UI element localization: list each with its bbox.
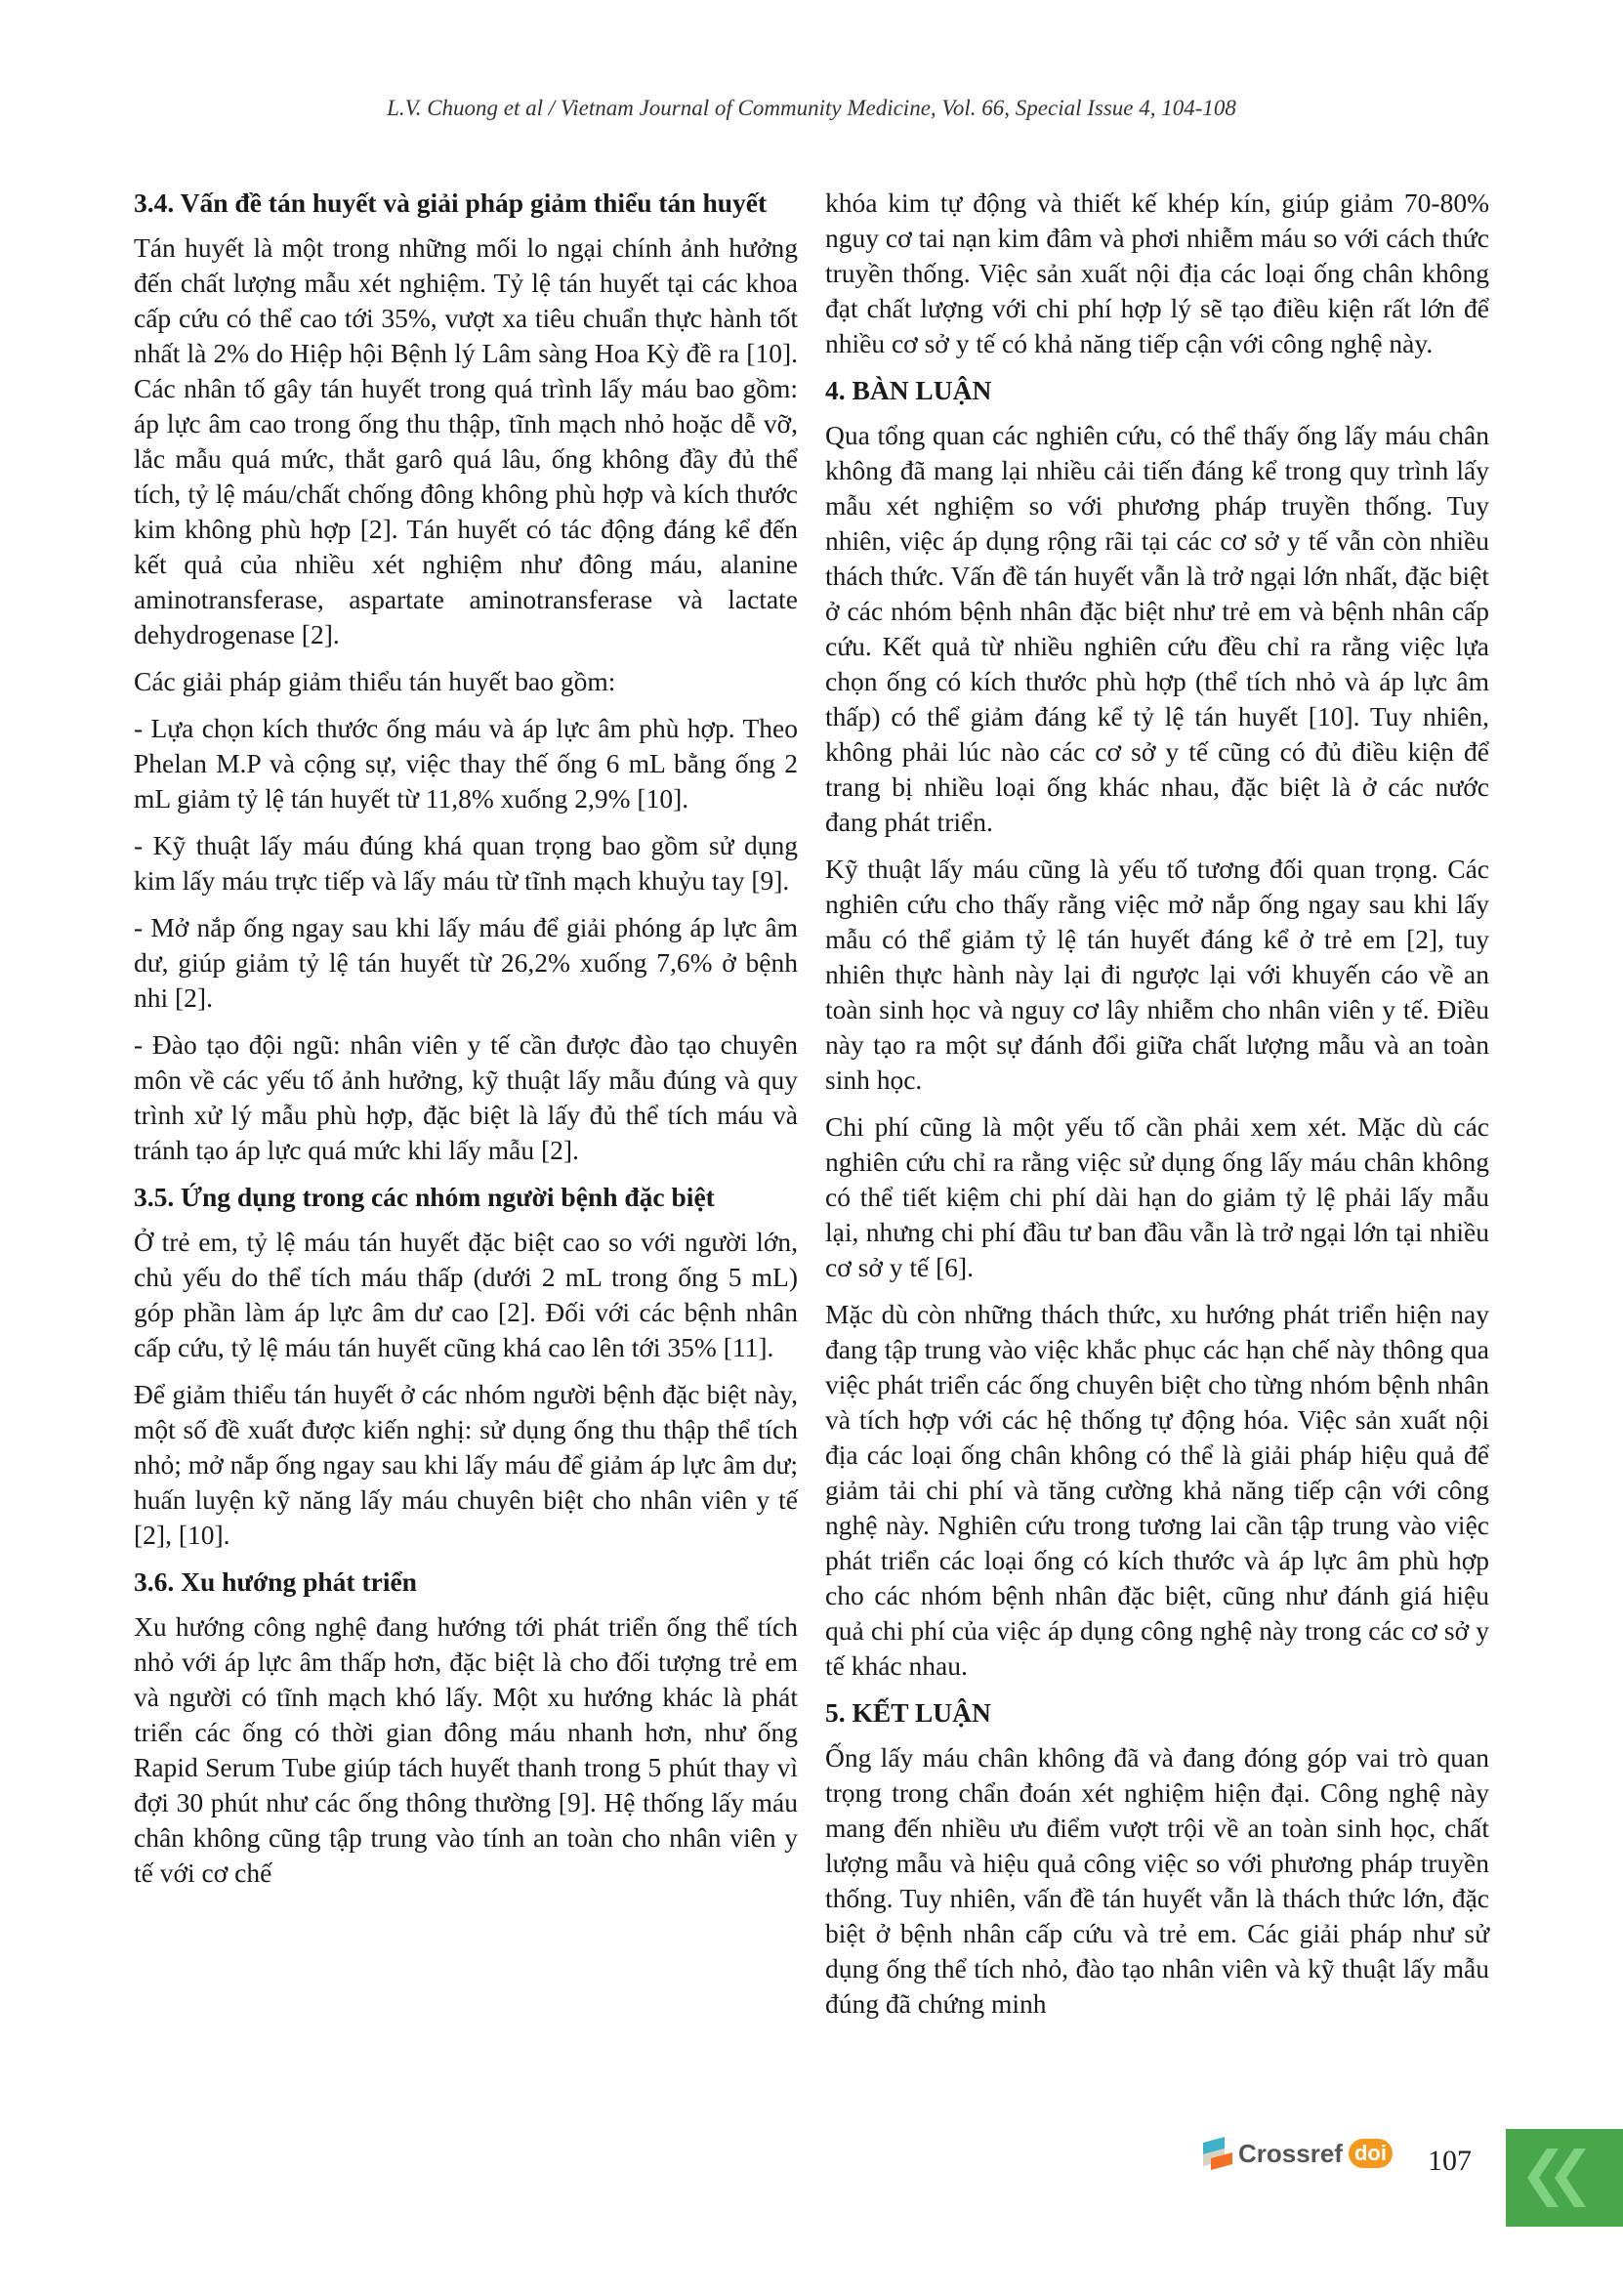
paragraph: - Đào tạo đội ngũ: nhân viên y tế cần được đào tạo chuyên môn về các yếu tố ảnh hưởng, kỹ thuật lấy mẫu đúng và quy trình xử lý mẫu phù hợp, đặc biệt là lấy đủ thể tích máu và tránh tạo áp lực quá mức khi lấy mẫu [2]. <box>134 1029 798 1165</box>
paragraph: Các giải pháp giảm thiểu tán huyết bao gồm: <box>134 666 616 696</box>
paragraph: Qua tổng quan các nghiên cứu, có thể thấy ống lấy máu chân không đã mang lại nhiều cải tiến đáng kể trong quy trình lấy mẫu xét nghiệm so với phương pháp truyền thống. Tuy nhiên, việc áp dụng rộng rãi tại các cơ sở y tế vẫn còn nhiều thách thức. Vấn đề tán huyết vẫn là trở ngại lớn nhất, đặc biệt ở các nhóm bệnh nhân đặc biệt như trẻ em và bệnh nhân cấp cứu. Kết quả từ nhiều nghiên cứu đều chỉ ra rằng việc lựa chọn ống có kích thước phù hợp (thể tích nhỏ và áp lực âm thấp) có thể giảm đáng kể tỷ lệ tán huyết [10]. Tuy nhiên, không phải lúc nào các cơ sở y tế cũng có đủ điều kiện để trang bị nhiều loại ống khác nhau, đặc biệt là ở các nước đang phát triển. <box>825 420 1489 837</box>
crossref-mark-icon <box>1203 2137 1232 2170</box>
paragraph: Mặc dù còn những thách thức, xu hướng phát triển hiện nay đang tập trung vào việc khắc phục các hạn chế này thông qua việc phát triển các ống chuyên biệt cho từng nhóm bệnh nhân và tích hợp với các hệ thống tự động hóa. Việc sản xuất nội địa các loại ống chân không có thể là giải pháp hiệu quả để giảm tải chi phí và tăng cường khả năng tiếp cận với công nghệ này. Nghiên cứu trong tương lai cần tập trung vào việc phát triển các loại ống có kích thước và áp lực âm phù hợp cho các nhóm bệnh nhân đặc biệt, cũng như đánh giá hiệu quả chi phí của việc áp dụng công nghệ này trong các cơ sở y tế khác nhau. <box>825 1299 1489 1681</box>
crossref-wordmark: Crossref <box>1238 2138 1343 2168</box>
paragraph: Xu hướng công nghệ đang hướng tới phát triển ống thể tích nhỏ với áp lực âm thấp hơn, đặc biệt là cho đối tượng trẻ em và người có tĩnh mạch khó lấy. Một xu hướng khác là phát triển các ống có thời gian đông máu nhanh hơn, như ống Rapid Serum Tube giúp tách huyết thanh trong 5 phút thay vì đợi 30 phút như các ống thông thường [9]. Hệ thống lấy máu chân không cũng tập trung vào tính an toàn cho nhân viên y tế với cơ chế <box>134 1611 798 1888</box>
paragraph: Kỹ thuật lấy máu cũng là yếu tố tương đối quan trọng. Các nghiên cứu cho thấy rằng việc mở nắp ống ngay sau khi lấy mẫu có thể giảm tỷ lệ tán huyết đáng kể ở trẻ em [2], tuy nhiên thực hành này lại đi ngược lại với khuyến cáo về an toàn sinh học và nguy cơ lây nhiễm cho nhân viên y tế. Điều này tạo ra một sự đánh đổi giữa chất lượng mẫu và an toàn sinh học. <box>825 854 1489 1095</box>
paragraph: khóa kim tự động và thiết kế khép kín, giúp giảm 70-80% nguy cơ tai nạn kim đâm và phơi nhiễm máu so với cách thức truyền thống. Việc sản xuất nội địa các loại ống chân không đạt chất lượng với chi phí hợp lý sẽ tạo điều kiện rất lớn để nhiều cơ sở y tế có khả năng tiếp cận với công nghệ này. <box>825 188 1489 358</box>
left-column <box>134 186 798 1902</box>
page-number: 107 <box>1428 2145 1472 2177</box>
right-column <box>825 186 1489 2033</box>
paragraph: Để giảm thiểu tán huyết ở các nhóm người bệnh đặc biệt này, một số đề xuất được kiến nghị: sử dụng ống thu thập thể tích nhỏ; mở nắp ống ngay sau khi lấy máu để giảm áp lực âm dư; huấn luyện kỹ năng lấy máu chuyên biệt cho nhân viên y tế [2], [10]. <box>134 1379 798 1550</box>
chevron-left-icon <box>1506 2129 1623 2227</box>
paragraph: Ống lấy máu chân không đã và đang đóng góp vai trò quan trọng trong chẩn đoán xét nghiệm hiện đại. Công nghệ này mang đến nhiều ưu điểm vượt trội về an toàn sinh học, chất lượng mẫu và hiệu quả công việc so với phương pháp truyền thống. Tuy nhiên, vấn đề tán huyết vẫn là thách thức lớn, đặc biệt ở bệnh nhân cấp cứu và trẻ em. Các giải pháp như sử dụng ống thể tích nhỏ, đào tạo nhân viên và kỹ thuật lấy mẫu đúng đã chứng minh <box>825 1742 1489 2019</box>
section-heading: 3.6. Xu hướng phát triển <box>134 1566 417 1597</box>
section-heading: 5. KẾT LUẬN <box>825 1697 991 1728</box>
paragraph: - Lựa chọn kích thước ống máu và áp lực âm phù hợp. Theo Phelan M.P và cộng sự, việc thay thế ống 6 mL bằng ống 2 mL giảm tỷ lệ tán huyết từ 11,8% xuống 2,9% [10]. <box>134 713 798 814</box>
paragraph: Tán huyết là một trong những mối lo ngại chính ảnh hưởng đến chất lượng mẫu xét nghiệm. Tỷ lệ tán huyết tại các khoa cấp cứu có thể cao tới 35%, vượt xa tiêu chuẩn thực hành tốt nhất là 2% do Hiệp hội Bệnh lý Lâm sàng Hoa Kỳ đề ra [10]. Các nhân tố gây tán huyết trong quá trình lấy máu bao gồm: áp lực âm cao trong ống thu thập, tĩnh mạch nhỏ hoặc dễ vỡ, lắc mẫu quá mức, thắt garô quá lâu, ống không đầy đủ thể tích, tỷ lệ máu/chất chống đông không phù hợp và kích thước kim không phù hợp [2]. Tán huyết có tác động đáng kể đến kết quả của nhiều xét nghiệm như đông máu, alanine aminotransferase, aspartate aminotransferase và lactate dehydrogenase [2]. <box>134 232 798 649</box>
crossref-logo <box>1203 2137 1393 2170</box>
running-header: L.V. Chuong et al / Vietnam Journal of Community Medicine, Vol. 66, Special Issue 4, 104-108 <box>387 96 1236 120</box>
paragraph: - Kỹ thuật lấy máu đúng khá quan trọng bao gồm sử dụng kim lấy máu trực tiếp và lấy máu từ tĩnh mạch khuỷu tay [9]. <box>134 830 798 896</box>
section-heading: 3.4. Vấn đề tán huyết và giải pháp giảm thiểu tán huyết <box>134 188 768 218</box>
section-heading: 3.5. Ứng dụng trong các nhóm người bệnh đặc biệt <box>134 1182 715 1212</box>
page-tab <box>1506 2129 1623 2227</box>
doi-badge: doi <box>1349 2139 1393 2168</box>
paragraph: - Mở nắp ống ngay sau khi lấy máu để giải phóng áp lực âm dư, giúp giảm tỷ lệ tán huyết từ 26,2% xuống 7,6% ở bệnh nhi [2]. <box>134 912 798 1013</box>
paragraph: Ở trẻ em, tỷ lệ máu tán huyết đặc biệt cao so với người lớn, chủ yếu do thể tích máu thấp (dưới 2 mL trong ống 5 mL) góp phần làm áp lực âm dư cao [2]. Đối với các bệnh nhân cấp cứu, tỷ lệ máu tán huyết cũng khá cao lên tới 35% [11]. <box>134 1227 798 1362</box>
paragraph: Chi phí cũng là một yếu tố cần phải xem xét. Mặc dù các nghiên cứu chỉ ra rằng việc sử dụng ống lấy máu chân không có thể tiết kiệm chi phí dài hạn do giảm tỷ lệ phải lấy mẫu lại, nhưng chi phí đầu tư ban đầu vẫn là trở ngại lớn tại nhiều cơ sở y tế [6]. <box>825 1111 1489 1282</box>
section-heading: 4. BÀN LUẬN <box>825 375 992 405</box>
